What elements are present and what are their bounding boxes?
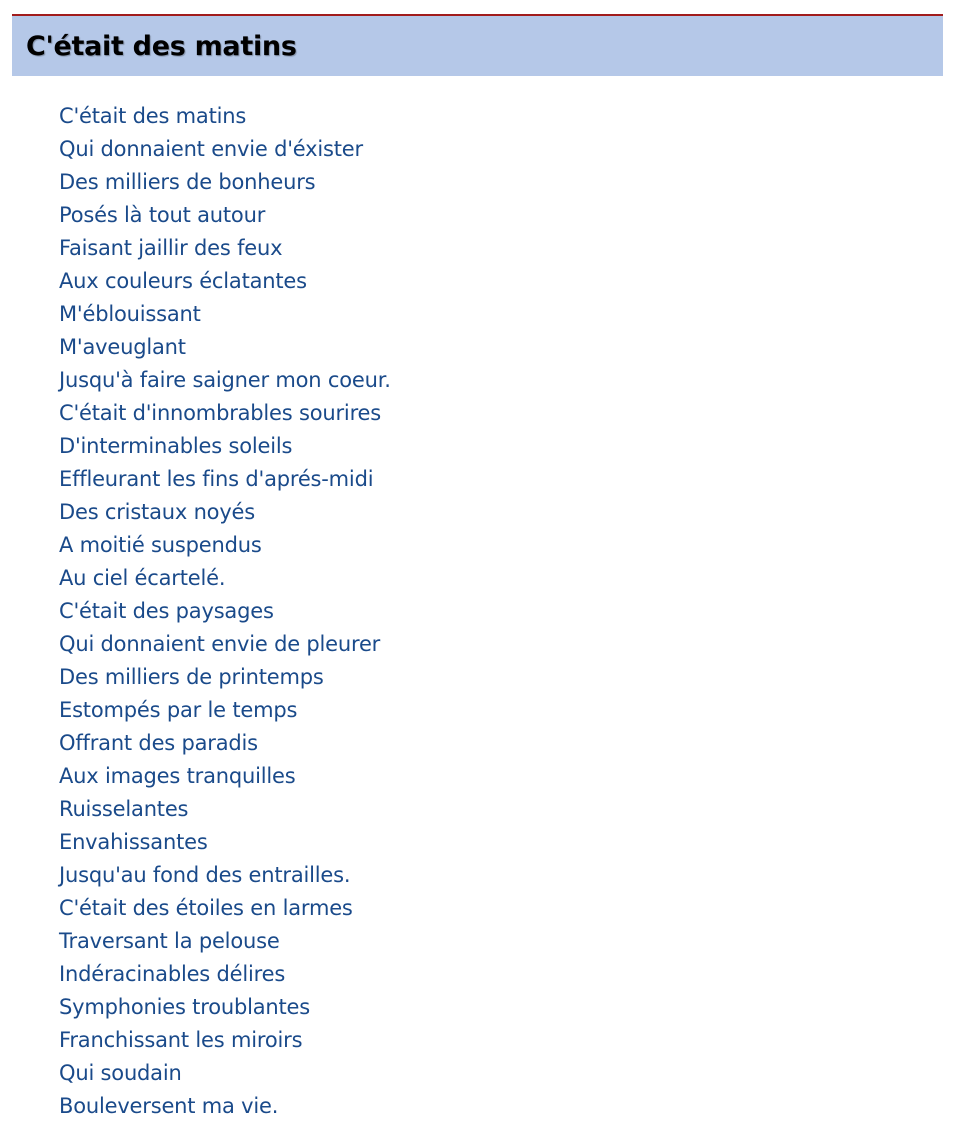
poem-line: C'était d'innombrables sourires <box>59 401 381 425</box>
poem-line: Qui donnaient envie de pleurer <box>59 632 381 656</box>
poem-line: A moitié suspendus <box>59 533 262 557</box>
poem-line: M'aveuglant <box>59 335 186 359</box>
poem-line: Ruisselantes <box>59 797 189 821</box>
poem-line: Symphonies troublantes <box>59 995 310 1019</box>
page-title: C'était des matins <box>26 31 297 62</box>
poem-line: Des cristaux noyés <box>59 500 256 524</box>
poem-line: Faisant jaillir des feux <box>59 236 283 260</box>
poem-line: Franchissant les miroirs <box>59 1028 303 1052</box>
poem-line: Qui donnaient envie d'éxister <box>59 137 363 161</box>
poem-line: Des milliers de printemps <box>59 665 324 689</box>
poem-line: M'éblouissant <box>59 302 201 326</box>
poem-line: C'était des paysages <box>59 599 274 623</box>
poem-body <box>59 100 391 1123</box>
poem-line: Bouleversent ma vie. <box>59 1094 279 1118</box>
poem-line: Au ciel écartelé. <box>59 566 226 590</box>
poem-line: C'était des étoiles en larmes <box>59 896 353 920</box>
poem-line: Indéracinables délires <box>59 962 286 986</box>
poem-line: C'était des matins <box>59 104 247 128</box>
poem-line: Offrant des paradis <box>59 731 258 755</box>
poem-line: Qui soudain <box>59 1061 182 1085</box>
poem-line: D'interminables soleils <box>59 434 293 458</box>
poem-line: Jusqu'au fond des entrailles. <box>59 863 351 887</box>
poem-line: Envahissantes <box>59 830 208 854</box>
poem-line: Des milliers de bonheurs <box>59 170 316 194</box>
poem-line: Estompés par le temps <box>59 698 298 722</box>
poem-line: Jusqu'à faire saigner mon coeur. <box>59 368 391 392</box>
poem-line: Effleurant les fins d'aprés-midi <box>59 467 374 491</box>
poem-line: Traversant la pelouse <box>59 929 280 953</box>
poem-line: Aux couleurs éclatantes <box>59 269 307 293</box>
poem-line: Posés là tout autour <box>59 203 266 227</box>
title-bar <box>12 14 943 76</box>
poem-line: Aux images tranquilles <box>59 764 296 788</box>
